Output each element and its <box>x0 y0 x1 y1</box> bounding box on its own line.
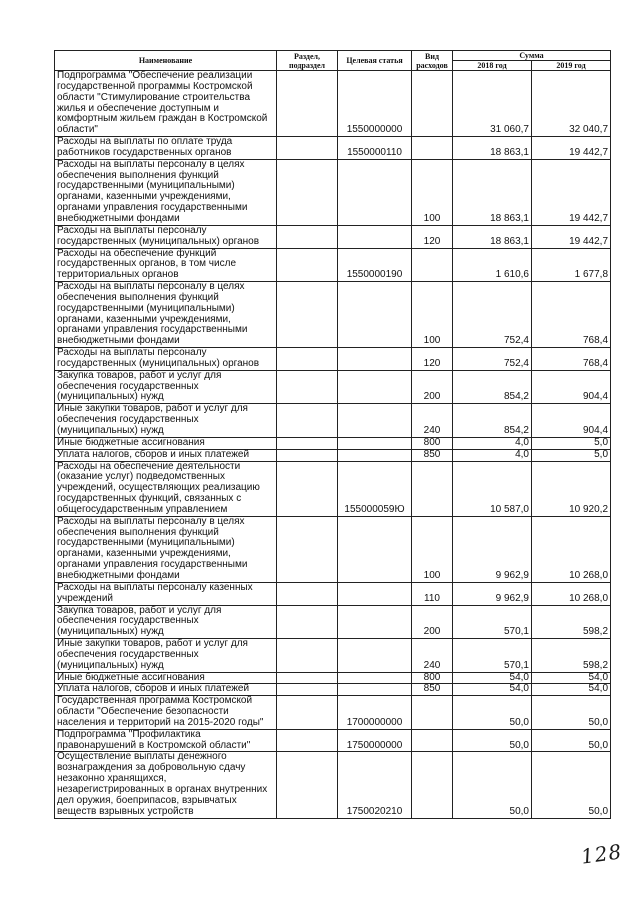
cell-2019: 19 442,7 <box>532 159 611 225</box>
cell-2019: 50,0 <box>532 696 611 730</box>
table-row <box>55 605 611 639</box>
cell-type <box>412 696 453 730</box>
cell-type <box>412 461 453 516</box>
cell-2019: 904,4 <box>532 370 611 404</box>
table-row <box>55 582 611 605</box>
cell-name: Расходы на выплаты персоналу в целях обеспечения выполнения функций государственными (муниципальными) органами, казенными учреждениями, органами управления государственными внебюджетными фондами <box>55 282 277 348</box>
table-row <box>55 71 611 137</box>
page-number: 128 <box>579 839 624 869</box>
cell-section <box>277 449 338 461</box>
table-row <box>55 348 611 371</box>
cell-2018: 9 962,9 <box>453 582 532 605</box>
table-row <box>55 696 611 730</box>
cell-type: 800 <box>412 437 453 449</box>
cell-section <box>277 639 338 673</box>
header-year-2018: 2018 год <box>453 61 532 71</box>
cell-target: 155000059Ю <box>338 461 412 516</box>
cell-type: 100 <box>412 516 453 582</box>
cell-2018: 752,4 <box>453 348 532 371</box>
cell-target <box>338 282 412 348</box>
cell-name: Закупка товаров, работ и услуг для обеспечения государственных (муниципальных) нужд <box>55 370 277 404</box>
cell-target: 1750000000 <box>338 729 412 752</box>
cell-2018: 50,0 <box>453 729 532 752</box>
cell-name: Расходы на выплаты персоналу казенных учреждений <box>55 582 277 605</box>
cell-name: Расходы на выплаты персоналу в целях обеспечения выполнения функций государственными (муниципальными) органами, казенными учреждениями, органами управления государственными внебюджетными фондами <box>55 159 277 225</box>
cell-2019: 32 040,7 <box>532 71 611 137</box>
cell-2018: 18 863,1 <box>453 225 532 248</box>
cell-type: 110 <box>412 582 453 605</box>
cell-target: 1700000000 <box>338 696 412 730</box>
cell-name: Иные бюджетные ассигнования <box>55 672 277 684</box>
cell-type: 240 <box>412 404 453 438</box>
cell-section <box>277 437 338 449</box>
table-row <box>55 404 611 438</box>
cell-type: 240 <box>412 639 453 673</box>
cell-type: 100 <box>412 282 453 348</box>
table-body <box>55 71 611 819</box>
header-year-2019: 2019 год <box>532 61 611 71</box>
cell-section <box>277 461 338 516</box>
cell-target <box>338 516 412 582</box>
cell-target <box>338 348 412 371</box>
table-row <box>55 159 611 225</box>
cell-2019: 10 268,0 <box>532 516 611 582</box>
cell-2018: 50,0 <box>453 752 532 818</box>
table-row <box>55 437 611 449</box>
cell-section <box>277 752 338 818</box>
cell-name: Уплата налогов, сборов и иных платежей <box>55 449 277 461</box>
table-row <box>55 137 611 160</box>
cell-2018: 570,1 <box>453 639 532 673</box>
cell-section <box>277 684 338 696</box>
cell-type: 100 <box>412 159 453 225</box>
cell-target <box>338 582 412 605</box>
cell-type: 200 <box>412 605 453 639</box>
table-row <box>55 684 611 696</box>
table-row <box>55 282 611 348</box>
cell-target <box>338 672 412 684</box>
cell-section <box>277 225 338 248</box>
cell-section <box>277 696 338 730</box>
cell-name: Уплата налогов, сборов и иных платежей <box>55 684 277 696</box>
cell-name: Закупка товаров, работ и услуг для обеспечения государственных (муниципальных) нужд <box>55 605 277 639</box>
cell-target <box>338 684 412 696</box>
table-row <box>55 639 611 673</box>
cell-type <box>412 729 453 752</box>
cell-name: Расходы на выплаты по оплате труда работников государственных органов <box>55 137 277 160</box>
cell-2019: 1 677,8 <box>532 248 611 282</box>
cell-2018: 854,2 <box>453 370 532 404</box>
cell-target <box>338 639 412 673</box>
cell-section <box>277 370 338 404</box>
cell-type: 200 <box>412 370 453 404</box>
cell-type <box>412 248 453 282</box>
table-row <box>55 752 611 818</box>
cell-section <box>277 348 338 371</box>
cell-2019: 598,2 <box>532 605 611 639</box>
cell-2019: 19 442,7 <box>532 137 611 160</box>
cell-2019: 54,0 <box>532 684 611 696</box>
table-row <box>55 516 611 582</box>
cell-name: Расходы на выплаты персоналу государственных (муниципальных) органов <box>55 225 277 248</box>
cell-type: 120 <box>412 348 453 371</box>
header-type: Вид расходов <box>412 51 453 71</box>
cell-section <box>277 404 338 438</box>
cell-target <box>338 159 412 225</box>
cell-section <box>277 605 338 639</box>
cell-section <box>277 516 338 582</box>
cell-target: 1550000110 <box>338 137 412 160</box>
cell-section <box>277 248 338 282</box>
cell-2018: 31 060,7 <box>453 71 532 137</box>
cell-name: Расходы на выплаты персоналу в целях обеспечения выполнения функций государственными (муниципальными) органами, казенными учреждениями, органами управления государственными внебюджетными фондами <box>55 516 277 582</box>
cell-name: Государственная программа Костромской области "Обеспечение безопасности населения и территорий на 2015-2020 годы" <box>55 696 277 730</box>
cell-target <box>338 605 412 639</box>
cell-2019: 904,4 <box>532 404 611 438</box>
cell-2019: 10 920,2 <box>532 461 611 516</box>
cell-target <box>338 437 412 449</box>
cell-name: Расходы на выплаты персоналу государственных (муниципальных) органов <box>55 348 277 371</box>
cell-2018: 18 863,1 <box>453 159 532 225</box>
cell-section <box>277 582 338 605</box>
cell-type: 850 <box>412 684 453 696</box>
cell-type <box>412 71 453 137</box>
header-section: Раздел, подраздел <box>277 51 338 71</box>
table-row <box>55 225 611 248</box>
cell-2018: 1 610,6 <box>453 248 532 282</box>
cell-target: 1550000190 <box>338 248 412 282</box>
cell-target: 1750020210 <box>338 752 412 818</box>
cell-target <box>338 225 412 248</box>
cell-name: Подпрограмма "Обеспечение реализации государственной программы Костромской области "Стимулирование строительства жилья и обеспечение доступным и комфортным жильем граждан в Костромской области" <box>55 71 277 137</box>
cell-2018: 50,0 <box>453 696 532 730</box>
cell-type <box>412 752 453 818</box>
cell-type: 800 <box>412 672 453 684</box>
cell-name: Иные закупки товаров, работ и услуг для обеспечения государственных (муниципальных) нужд <box>55 404 277 438</box>
cell-name: Иные закупки товаров, работ и услуг для обеспечения государственных (муниципальных) нужд <box>55 639 277 673</box>
cell-name: Иные бюджетные ассигнования <box>55 437 277 449</box>
cell-name: Расходы на обеспечение деятельности (оказание услуг) подведомственных учреждений, осуществляющих реализацию государственных функций, связанных с общегосударственным управлением <box>55 461 277 516</box>
cell-2018: 18 863,1 <box>453 137 532 160</box>
cell-2018: 54,0 <box>453 684 532 696</box>
cell-2018: 4,0 <box>453 449 532 461</box>
cell-2019: 598,2 <box>532 639 611 673</box>
header-target: Целевая статья <box>338 51 412 71</box>
table-row <box>55 370 611 404</box>
cell-section <box>277 672 338 684</box>
table-row <box>55 729 611 752</box>
cell-2019: 768,4 <box>532 282 611 348</box>
cell-section <box>277 729 338 752</box>
cell-type <box>412 137 453 160</box>
table-row <box>55 461 611 516</box>
header-name: Наименование <box>55 51 277 71</box>
cell-target <box>338 370 412 404</box>
cell-2018: 570,1 <box>453 605 532 639</box>
cell-2018: 10 587,0 <box>453 461 532 516</box>
cell-2019: 5,0 <box>532 437 611 449</box>
cell-type: 850 <box>412 449 453 461</box>
cell-name: Осуществление выплаты денежного вознаграждения за добровольную сдачу незаконно хранящихся, незарегистрированных в органах внутренних дел оружия, боеприпасов, взрывчатых веществ взрывных устройств <box>55 752 277 818</box>
cell-target <box>338 404 412 438</box>
cell-name: Подпрограмма "Профилактика правонарушений в Костромской области" <box>55 729 277 752</box>
cell-section <box>277 282 338 348</box>
cell-2018: 9 962,9 <box>453 516 532 582</box>
cell-2018: 4,0 <box>453 437 532 449</box>
table-row <box>55 248 611 282</box>
cell-section <box>277 137 338 160</box>
cell-2019: 768,4 <box>532 348 611 371</box>
cell-section <box>277 71 338 137</box>
cell-2019: 50,0 <box>532 729 611 752</box>
cell-2019: 50,0 <box>532 752 611 818</box>
cell-2019: 5,0 <box>532 449 611 461</box>
cell-2018: 752,4 <box>453 282 532 348</box>
cell-name: Расходы на обеспечение функций государственных органов, в том числе территориальных органов <box>55 248 277 282</box>
cell-target <box>338 449 412 461</box>
table-row <box>55 449 611 461</box>
cell-2019: 19 442,7 <box>532 225 611 248</box>
cell-2019: 54,0 <box>532 672 611 684</box>
cell-section <box>277 159 338 225</box>
cell-target: 1550000000 <box>338 71 412 137</box>
header-sum: Сумма <box>453 51 611 61</box>
budget-table <box>54 50 611 819</box>
cell-2018: 54,0 <box>453 672 532 684</box>
cell-type: 120 <box>412 225 453 248</box>
cell-2018: 854,2 <box>453 404 532 438</box>
cell-2019: 10 268,0 <box>532 582 611 605</box>
